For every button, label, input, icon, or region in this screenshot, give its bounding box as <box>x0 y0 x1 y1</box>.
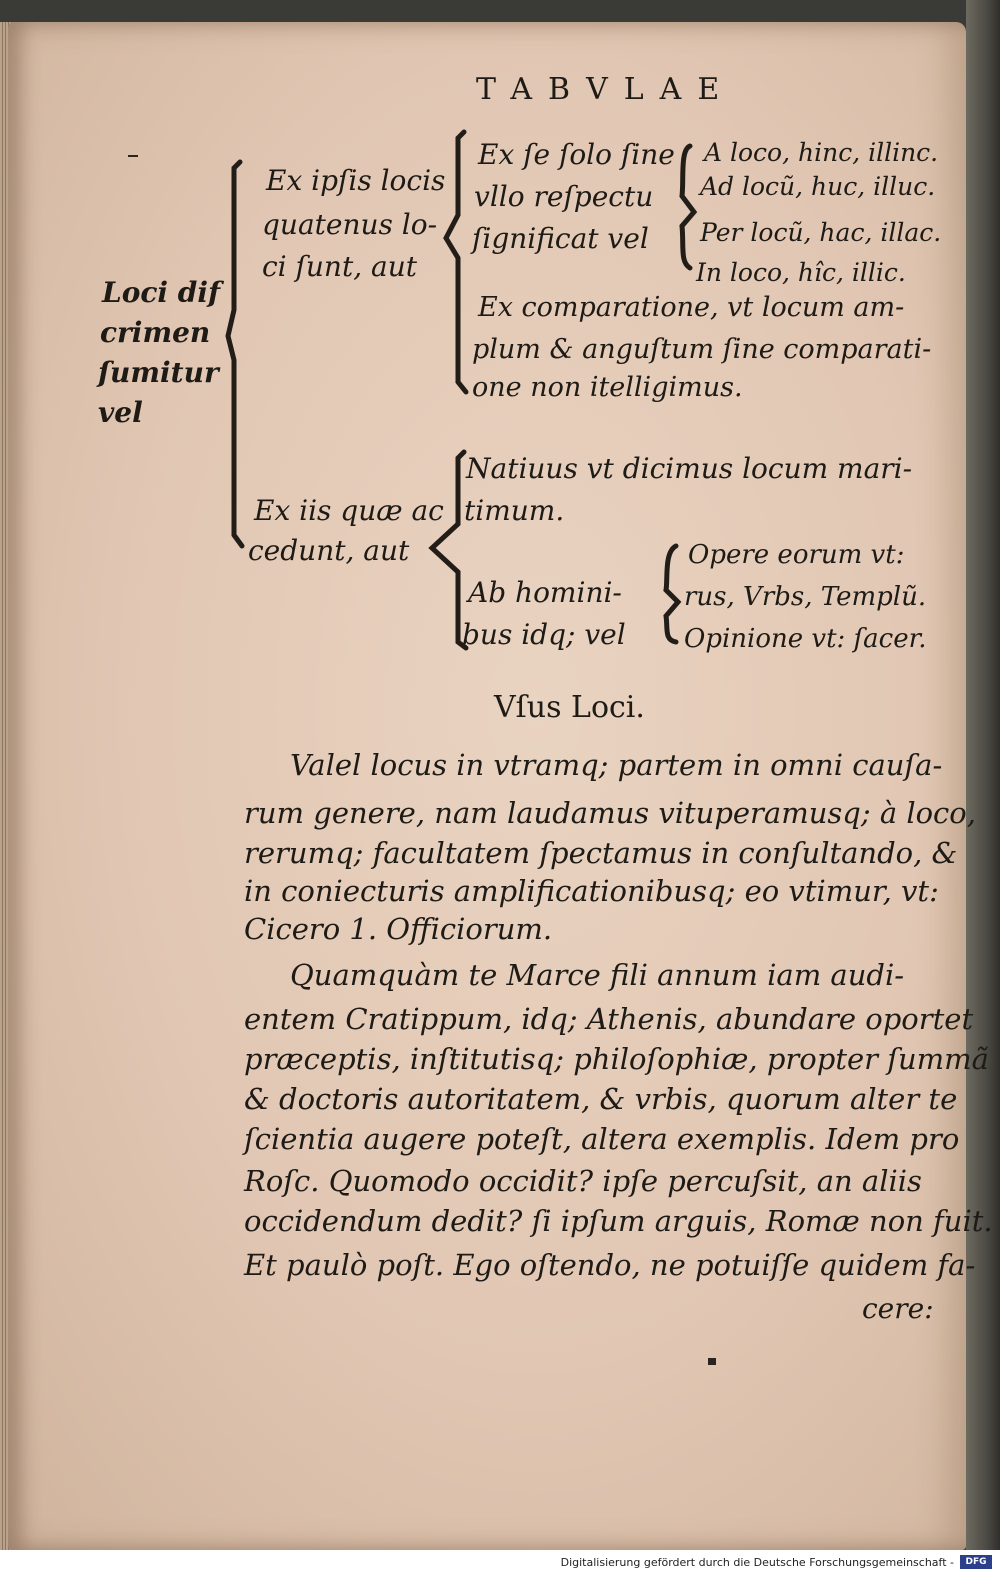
body-line: in coniecturis amplificationibusq; eo vtimur, vt: <box>244 874 939 908</box>
body-line: ſcientia augere poteſt, altera exemplis. Idem pro <box>244 1122 960 1156</box>
footer-credit: Digitalisierung gefördert durch die Deutsche Forschungsgemeinschaft - <box>560 1556 954 1569</box>
branch2-item-1: Opere eorum vt: <box>688 540 905 570</box>
root-label-1: Loci dif <box>102 276 221 309</box>
branch1-line-3: ci ſunt, aut <box>262 250 417 283</box>
branch2-sub2-line-2: bus idq; vel <box>462 618 626 651</box>
body-line: præceptis, inſtitutisq; philoſophiæ, propter ſummã <box>244 1042 989 1076</box>
body-line: Cicero 1. Officiorum. <box>244 912 553 946</box>
body-line: occidendum dedit? ſi ipſum arguis, Romæ non fuit. <box>244 1204 993 1238</box>
branch2-item-2: rus, Vrbs, Templũ. <box>684 582 927 612</box>
branch1-sub2-line-2: plum & anguſtum ſine comparati- <box>472 334 932 365</box>
branch1-sub2-line-3: one non itelligimus. <box>472 372 743 403</box>
body-line: & doctoris autoritatem, & vrbis, quorum alter te <box>244 1082 958 1116</box>
branch1-sub1-line-2: vllo reſpectu <box>474 180 654 213</box>
branch1-item-2: Ad locũ, huc, illuc. <box>700 172 936 201</box>
branch1-item-4: In loco, hîc, illic. <box>696 258 906 287</box>
body-line: Quamquàm te Marce fili annum iam audi- <box>290 958 905 992</box>
body-line: Et paulò poſt. Ego oſtendo, ne potuiſſe quidem fa- <box>244 1248 976 1282</box>
branch2-sub1-line-1: Natiuus vt dicimus locum mari- <box>466 452 913 485</box>
root-label-2: crimen <box>100 316 211 349</box>
branch1-line-2: quatenus lo- <box>262 208 438 241</box>
branch2-sub1-line-2: timum. <box>464 494 565 527</box>
body-line: rerumq; facultatem ſpectamus in conſultando, & <box>244 836 958 870</box>
body-line: rum genere, nam laudamus vituperamusq; à loco, <box>244 796 976 830</box>
body-line: Roſc. Quomodo occidit? ipſe percuſsit, an aliis <box>244 1164 922 1198</box>
body-line: entem Cratippum, idq; Athenis, abundare oportet <box>244 1002 974 1036</box>
dfg-logo: DFG <box>960 1555 992 1569</box>
ink-mark <box>128 155 138 157</box>
branch1-item-3: Per locũ, hac, illac. <box>700 218 942 247</box>
branch2-sub2-line-1: Ab homini- <box>468 576 622 609</box>
section-title: Vſus Loci. <box>494 690 645 725</box>
branch2-line-2: cedunt, aut <box>248 534 410 567</box>
body-line: Valel locus in vtramq; partem in omni cauſa- <box>290 748 943 782</box>
catchword: cere: <box>862 1292 934 1325</box>
branch2-line-1: Ex iis quæ ac <box>254 494 444 527</box>
ink-mark <box>708 1358 716 1365</box>
branch1-sub2-line-1: Ex comparatione, vt locum am- <box>478 292 905 323</box>
branch1-item-1: A loco, hinc, illinc. <box>704 138 939 167</box>
branch1-sub1-line-3: ſignificat vel <box>472 222 649 255</box>
branch1-line-1: Ex ipſis locis <box>266 164 446 197</box>
root-label-4: vel <box>98 396 143 429</box>
branch2-item-3: Opinione vt: ſacer. <box>684 624 927 654</box>
root-label-3: ſumitur <box>98 356 219 389</box>
branch1-sub1-line-1: Ex ſe ſolo ſine <box>478 138 675 171</box>
page-header: TABVLAE <box>476 72 736 107</box>
